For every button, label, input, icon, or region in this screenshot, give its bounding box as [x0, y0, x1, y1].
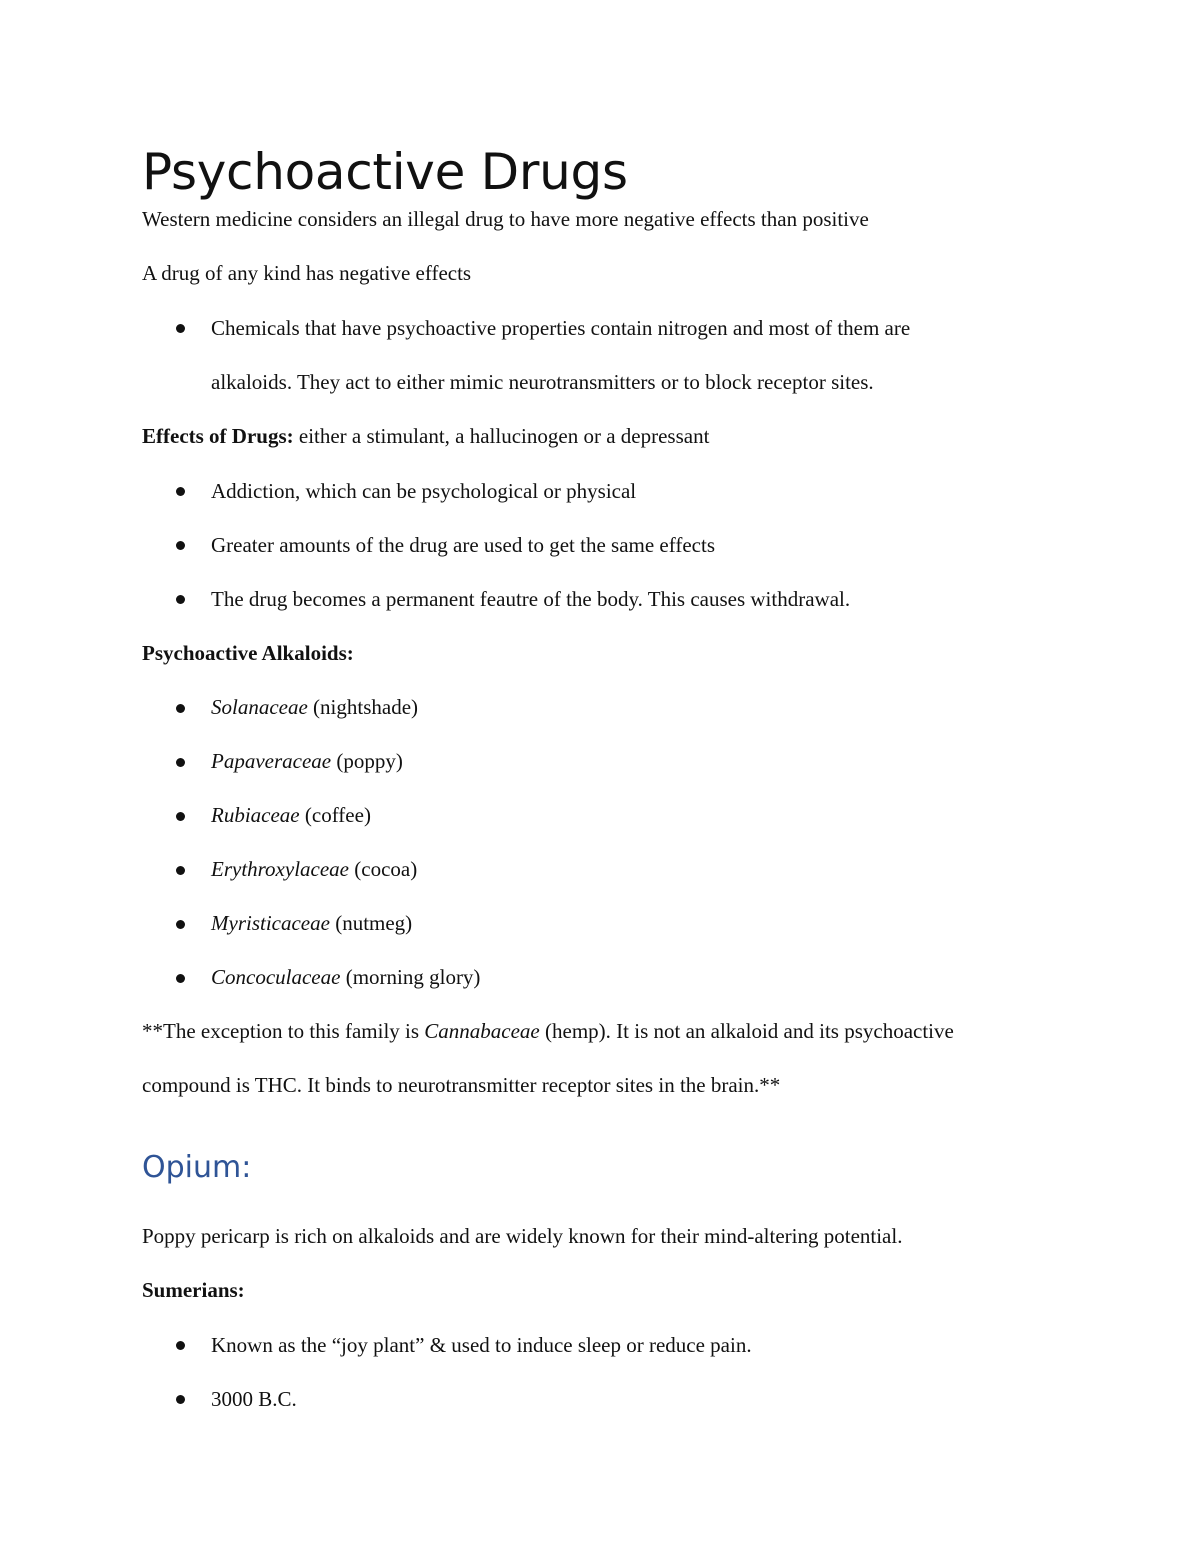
alkaloid-family-item [211, 963, 480, 991]
alkaloids-label: Psychoactive Alkaloids: [142, 641, 354, 665]
opium-heading: Opium: [142, 1150, 252, 1185]
alkaloid-family-item [211, 693, 418, 721]
bullet-icon [176, 487, 185, 496]
family-name: Myristicaceae [211, 911, 330, 935]
intro-paragraph-2: A drug of any kind has negative effects [142, 261, 472, 285]
alkaloid-family-item [211, 747, 403, 775]
bullet-icon [176, 866, 185, 875]
intro-bullet-line-1: Chemicals that have psychoactive properties contain nitrogen and most of them are [211, 316, 911, 340]
bullet-icon [176, 758, 185, 767]
note-family: Cannabaceae [424, 1019, 540, 1043]
exception-note-line-2: compound is THC. It binds to neurotransmitter receptor sites in the brain.** [142, 1073, 781, 1097]
family-common-name: (cocoa) [349, 857, 418, 881]
family-name: Papaveraceae [211, 749, 332, 773]
family-common-name: (poppy) [331, 749, 403, 773]
intro-paragraph-1: Western medicine considers an illegal drug to have more negative effects than positive [142, 207, 869, 231]
sumerians-bullet: 3000 B.C. [211, 1387, 297, 1411]
bullet-icon [176, 812, 185, 821]
alkaloid-family-item [211, 855, 417, 883]
effects-label: Effects of Drugs: [142, 424, 294, 448]
bullet-icon [176, 324, 185, 333]
alkaloids-heading [142, 639, 354, 667]
alkaloid-family-item [211, 801, 371, 829]
family-common-name: (nutmeg) [329, 911, 413, 935]
family-common-name: (morning glory) [340, 965, 481, 989]
page-title: Psychoactive Drugs [142, 143, 628, 201]
bullet-icon [176, 704, 185, 713]
family-common-name: (coffee) [299, 803, 371, 827]
intro-bullet-line-2: alkaloids. They act to either mimic neurotransmitters or to block receptor sites. [211, 370, 874, 394]
alkaloid-family-item [211, 909, 412, 937]
bullet-icon [176, 1341, 185, 1350]
family-name: Solanaceae [211, 695, 308, 719]
note-suffix: (hemp). It is not an alkaloid and its psychoactive [539, 1019, 954, 1043]
bullet-icon [176, 595, 185, 604]
bullet-icon [176, 974, 185, 983]
bullet-icon [176, 541, 185, 550]
opium-paragraph: Poppy pericarp is rich on alkaloids and are widely known for their mind-altering potential. [142, 1224, 903, 1248]
family-common-name: (nightshade) [307, 695, 419, 719]
effects-heading-line [142, 422, 709, 450]
effects-bullet: Greater amounts of the drug are used to get the same effects [211, 533, 715, 557]
sumerians-heading [142, 1276, 245, 1304]
bullet-icon [176, 1395, 185, 1404]
note-prefix: **The exception to this family is [142, 1019, 425, 1043]
effects-bullet: The drug becomes a permanent feautre of the body. This causes withdrawal. [211, 587, 851, 611]
effects-bullet: Addiction, which can be psychological or physical [211, 479, 637, 503]
family-name: Rubiaceae [211, 803, 300, 827]
sumerians-bullet: Known as the “joy plant” & used to induce sleep or reduce pain. [211, 1333, 752, 1357]
effects-text: either a stimulant, a hallucinogen or a depressant [293, 424, 710, 448]
bullet-icon [176, 920, 185, 929]
family-name: Erythroxylaceae [211, 857, 349, 881]
exception-note-line-1 [142, 1017, 954, 1045]
family-name: Concoculaceae [211, 965, 341, 989]
sumerians-label: Sumerians: [142, 1278, 245, 1302]
